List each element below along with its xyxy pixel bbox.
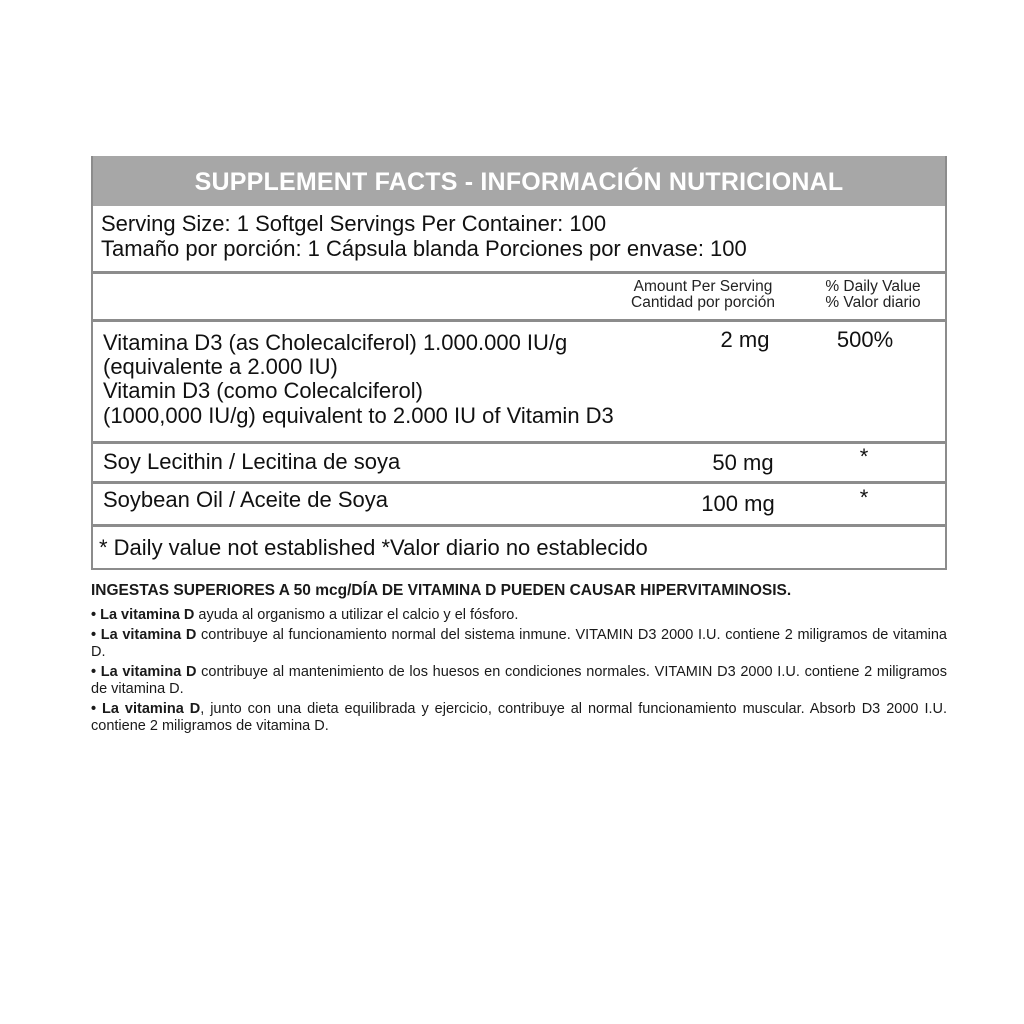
nutrient-amount: 100 mg [701,491,775,516]
serving-line-en: Serving Size: 1 Softgel Servings Per Container: 100 [101,211,607,236]
info-bullet [91,607,947,625]
nutrient-name-line: Vitamina D3 (as Cholecalciferol) 1.000.000 IU/g [103,330,568,355]
info-bullet [91,627,947,662]
info-bullet [91,664,947,699]
product-info [91,581,947,738]
nutrient-amount: 50 mg [712,450,774,475]
footnote-row [93,524,945,570]
nutrient-row-vitamin-d3 [93,319,945,441]
bullet-prefix: • La vitamina D [91,663,197,680]
serving-info [93,206,945,271]
nutrient-name-line: Vitamin D3 (como Colecalciferol) [103,378,423,403]
supplement-facts-panel [91,156,947,570]
nutrient-daily-value: * [859,444,869,469]
nutrient-daily-value: * [859,485,869,510]
nutrient-name-line: (1000,000 IU/g) equivalent to 2.000 IU of Vitamin D3 [103,403,614,428]
nutrient-name-line: Soy Lecithin / Lecitina de soya [103,449,401,474]
nutrient-row-soy-lecithin [93,441,945,481]
bullet-prefix: • La vitamina D [91,700,201,717]
bullet-text: , junto con una dieta equilibrada y ejercicio, contribuye al normal funcionamiento muscular. Absorb D3 2000 I.U. contiene 2 miligramos de vitamina D. [91,700,947,734]
amount-header-en: Amount Per Serving [633,278,773,295]
facts-title: SUPPLEMENT FACTS - INFORMACIÓN NUTRICIONAL [93,156,945,206]
footnote-text: * Daily value not established *Valor diario no establecido [99,535,648,560]
info-bullet [91,701,947,736]
column-headers [93,271,945,319]
dv-header-en: % Daily Value [825,278,921,295]
dv-header-es: % Valor diario [825,294,921,311]
warning-text: INGESTAS SUPERIORES A 50 mcg/DÍA DE VITAMINA D PUEDEN CAUSAR HIPERVITAMINOSIS. [91,582,792,599]
serving-line-es: Tamaño por porción: 1 Cápsula blanda Porciones por envase: 100 [101,236,747,261]
nutrient-name-line: Soybean Oil / Aceite de Soya [103,487,388,512]
bullet-prefix: • La vitamina D [91,607,195,623]
bullet-text: contribuye al funcionamiento normal del sistema inmune. VITAMIN D3 2000 I.U. contiene 2 miligramos de vitamina D. [91,626,947,660]
bullet-text: contribuye al mantenimiento de los huesos en condiciones normales. VITAMIN D3 2000 I.U. contiene 2 miligramos de vitamina D. [91,663,947,697]
nutrient-name-line: (equivalente a 2.000 IU) [103,354,338,379]
nutrient-amount: 2 mg [720,327,770,352]
bullet-text: ayuda al organismo a utilizar el calcio y el fósforo. [194,607,519,623]
nutrient-daily-value: 500% [836,327,894,352]
amount-header-es: Cantidad por porción [631,294,775,311]
bullet-prefix: • La vitamina D [91,626,197,643]
nutrient-row-soybean-oil [93,481,945,524]
